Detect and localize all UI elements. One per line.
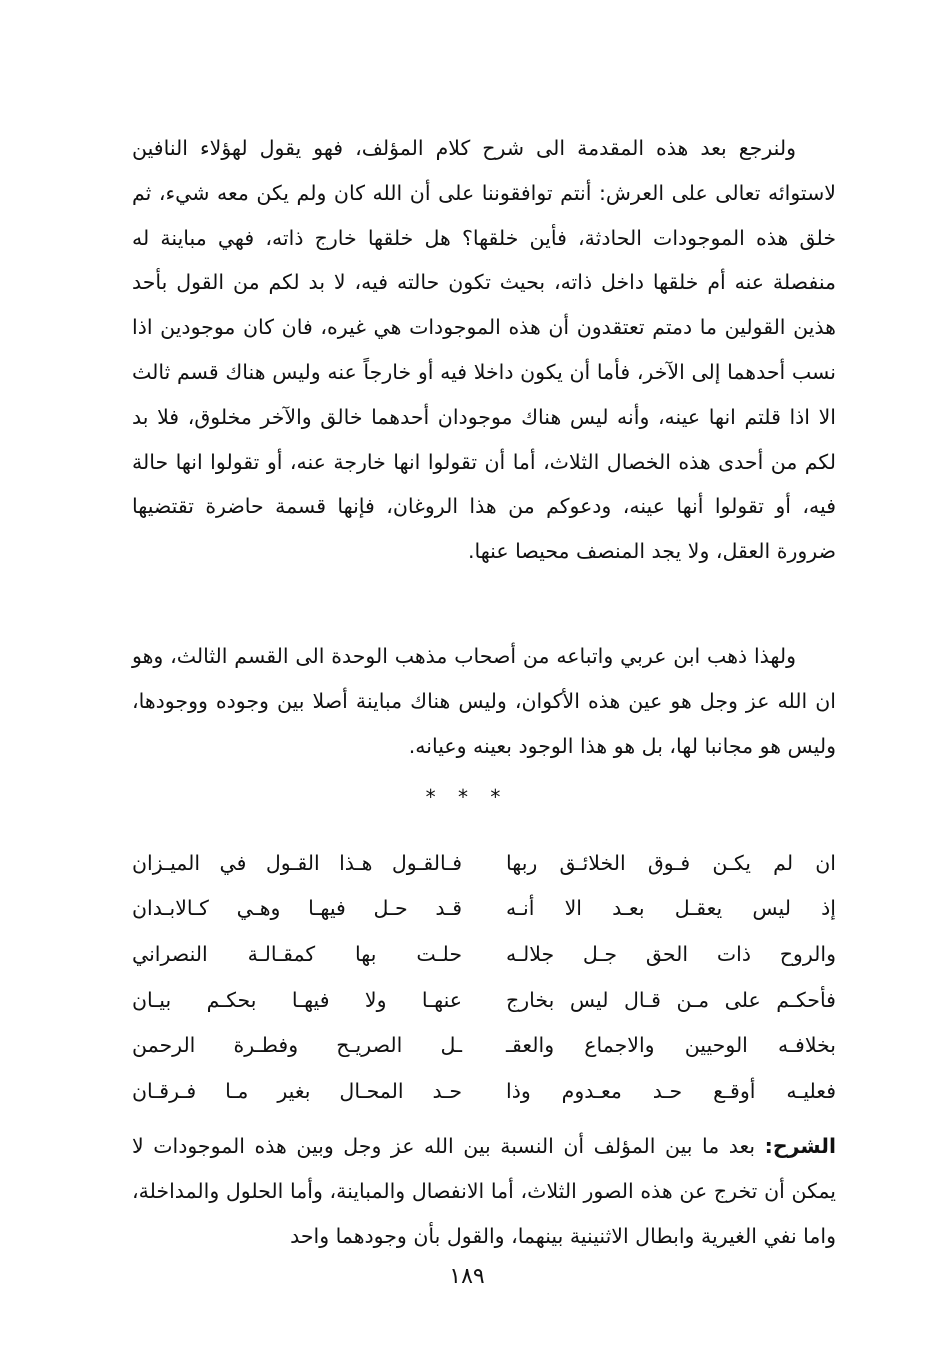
poem-verse-1 <box>132 840 836 886</box>
commentary-body: بعد ما بين المؤلف أن النسبة بين الله عز وجل وبين هذه الموجودات لا يمكن أن تخرج عن هذه الصور الثلاث، أما الانفصال والمباينة، وأما الحلول والمداخلة، واما نفي الغيرية وابطال الاثنينية بينهما، والقول بأن وجودهما واحد <box>132 1134 836 1248</box>
page-number: ١٨٩ <box>449 1264 485 1289</box>
commentary-lead: الشرح: <box>764 1134 836 1158</box>
verse-first-hemistich: بخلافـه الوحيين والاجماع والعقـ <box>506 1033 836 1058</box>
verse-second-hemistich: حـد المحـال بغير مـا فـرقـان <box>132 1078 462 1103</box>
poem-verse-2 <box>132 886 836 932</box>
paragraph-text: ولنرجع بعد هذه المقدمة الى شرح كلام المؤلف، فهو يقول لهؤلاء النافين لاستوائه تعالى على العرش: أنتم توافقوننا على أن الله كان ولم يكن معه شيء، ثم خلق هذه الموجودات الحادثة، فأين خلقها؟ هل خلقها خارج ذاته، فهي مباينة له منفصلة عنه أم خلقها داخل ذاته، بحيث تكون حالته فيه، لا بد لكم من القول بأحد هذين القولين ما دمتم تعتقدون أن هذه الموجودات هي غيره، فان كان موجودين اذا نسب أحدهما إلى الآخر، فأما أن يكون داخلا فيه أو خارجاً عنه وليس هناك قسم ثالث الا اذا قلتم انها عينه، وأنه ليس هناك موجودان أحدهما خالق والآخر مخلوق، فلا بد لكم من أحدى هذه الخصال الثلاث، أما أن تقولوا انها خارجة عنه، أو تقولوا انها حالة فيه، أو تقولوا أنها عينه، ودعوكم من هذا الروغان، فإنها قسمة حاضرة تقتضيها ضرورة العقل، ولا يجد المنصف محيصا عنها. <box>132 136 836 564</box>
commentary-text <box>132 1124 836 1259</box>
poem-verse-4 <box>132 977 836 1023</box>
verse-second-hemistich: عنهـا ولا فيهـا بحكـم بيـان <box>132 987 462 1012</box>
body-paragraph-1 <box>132 126 836 574</box>
section-separator: * * * <box>425 785 509 809</box>
verse-first-hemistich: فأحكـم على مـن قـال ليس بخارج <box>506 987 836 1012</box>
poem-verse-3 <box>132 931 836 977</box>
body-paragraph-2 <box>132 634 836 768</box>
verse-second-hemistich: ـل الصريـح وفطـرة الرحمن <box>132 1033 462 1058</box>
verse-second-hemistich: حلـت بها كمقـالـة النصراني <box>132 941 462 966</box>
poem-verse-6 <box>132 1068 836 1114</box>
verse-first-hemistich: إذ ليس يعقـل بعـد الا أنـه <box>506 896 836 921</box>
verse-first-hemistich: والروح ذات الحق جـل جلالـه <box>506 941 836 966</box>
commentary-paragraph <box>132 1124 836 1259</box>
verse-second-hemistich: قـد حـل فيهـا وهـي كـالابـدان <box>132 896 462 921</box>
verse-first-hemistich: فعليـه أوقـع حـد معـدوم وذا <box>506 1078 836 1103</box>
poem <box>132 840 836 1114</box>
poem-verse-5 <box>132 1022 836 1068</box>
paragraph-text: ولهذا ذهب ابن عربي واتباعه من أصحاب مذهب الوحدة الى القسم الثالث، وهو ان الله عز وجل هو عين هذه الأكوان، وليس هناك مباينة أصلا بين وجوده ووجودها، وليس هو مجانبا لها، بل هو هذا الوجود بعينه وعيانه. <box>132 644 836 758</box>
verse-first-hemistich: ان لم يكـن فـوق الخلائـق ربها <box>506 850 836 875</box>
verse-second-hemistich: فـالقـول هـذا القـول في الميـزان <box>132 850 462 875</box>
